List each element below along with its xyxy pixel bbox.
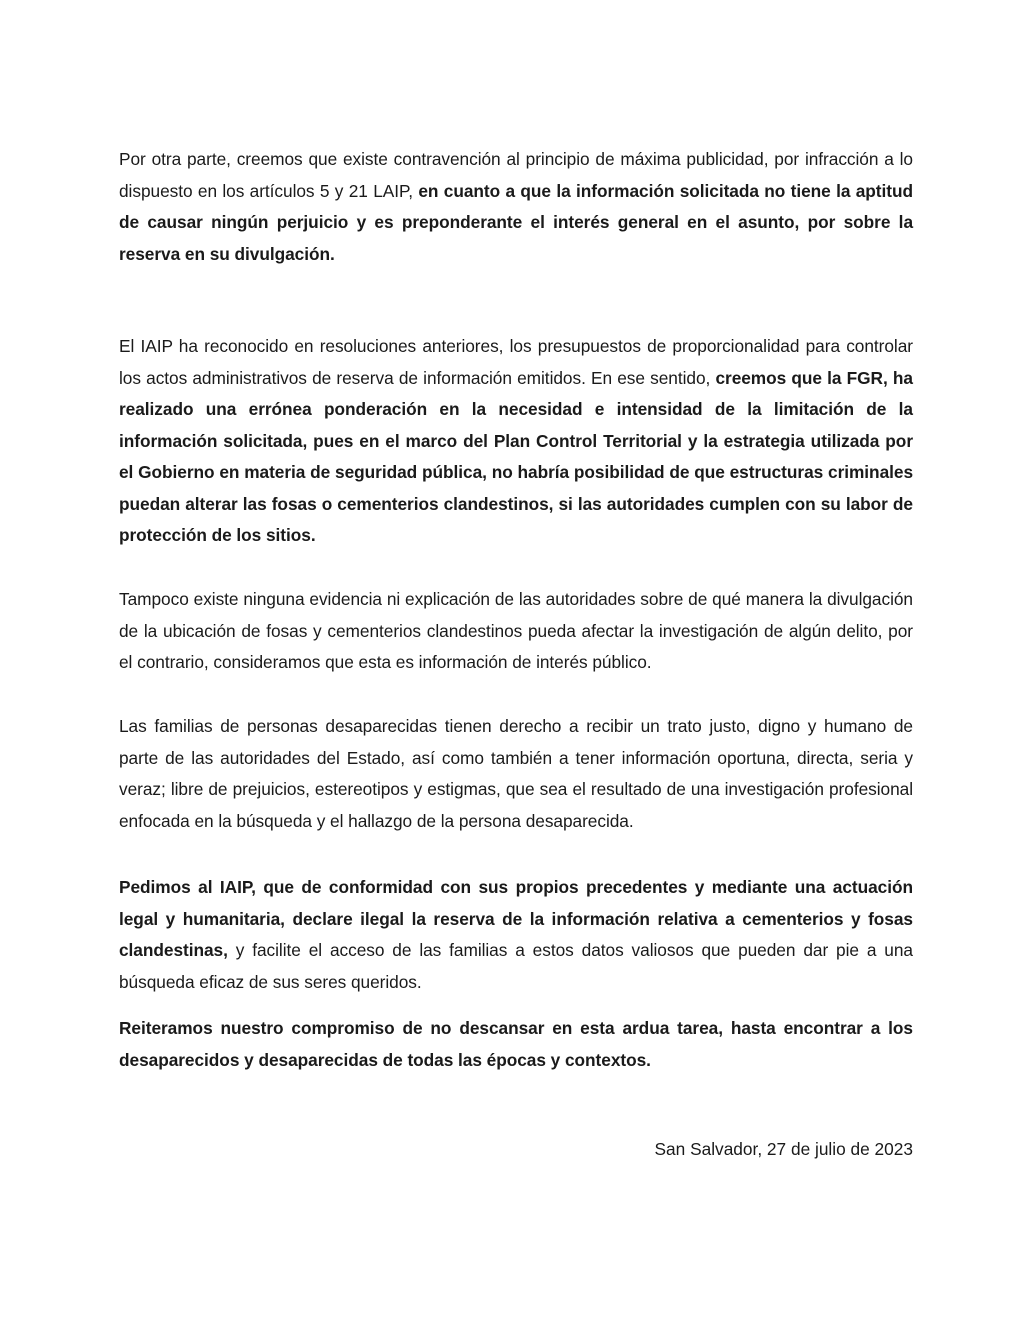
paragraph-text: y facilite el acceso de las familias a estos datos valiosos que pueden dar pie a una búsqueda eficaz de sus seres queridos. [119, 940, 913, 992]
paragraph-text: El IAIP ha reconocido en resoluciones anteriores, los presupuestos de proporcionalidad para controlar los actos administrativos de reserva de información emitidos. En ese sentido, [119, 336, 913, 388]
place-date-signature: San Salvador, 27 de julio de 2023 [654, 1139, 913, 1159]
paragraph-compromiso [119, 1013, 913, 1076]
paragraph-proporcionalidad [119, 331, 913, 552]
paragraph-bold-text: Pedimos al IAIP, que de conformidad con sus propios precedentes y mediante una actuación legal y humanitaria, declare ilegal la reserva de la información relativa a cementerios y fosas clandestinas, [119, 877, 913, 960]
paragraph-bold-text: creemos que la FGR, ha realizado una errónea ponderación en la necesidad e intensidad de la limitación de la información solicitada, pues en el marco del Plan Control Territorial y la estrategia utilizada por el Gobierno en materia de seguridad pública, no habría posibilidad de que estructuras criminales puedan alterar las fosas o cementerios clandestinos, si las autoridades cumplen con su labor de protección de los sitios. [119, 367, 913, 545]
paragraph-peticion [119, 872, 913, 998]
paragraph-maxima-publicidad [119, 144, 913, 270]
paragraph-bold-text: en cuanto a que la información solicitada no tiene la aptitud de causar ningún perjuicio y es preponderante el interés general en el asunto, por sobre la reserva en su divulgación. [119, 180, 913, 264]
paragraph-text: Por otra parte, creemos que existe contravención al principio de máxima publicidad, por infracción a lo dispuesto en los artículos 5 y 21 LAIP, [119, 149, 913, 201]
paragraph-familias [119, 711, 913, 837]
paragraph-evidencia [119, 584, 913, 679]
paragraph-bold-text: Reiteramos nuestro compromiso de no descansar en esta ardua tarea, hasta encontrar a los desaparecidos y desaparecidas de todas las épocas y contextos. [119, 1018, 913, 1070]
paragraph-text: Las familias de personas desaparecidas tienen derecho a recibir un trato justo, digno y humano de parte de las autoridades del Estado, así como también a tener información oportuna, directa, seria y veraz; libre de prejuicios, estereotipos y estigmas, que sea el resultado de una investigación profesional enfocada en la búsqueda y el hallazgo de la persona desaparecida. [119, 716, 913, 831]
paragraph-text: Tampoco existe ninguna evidencia ni explicación de las autoridades sobre de qué manera la divulgación de la ubicación de fosas y cementerios clandestinos pueda afectar la investigación de algún delito, por el contrario, consideramos que esta es información de interés público. [119, 589, 913, 672]
